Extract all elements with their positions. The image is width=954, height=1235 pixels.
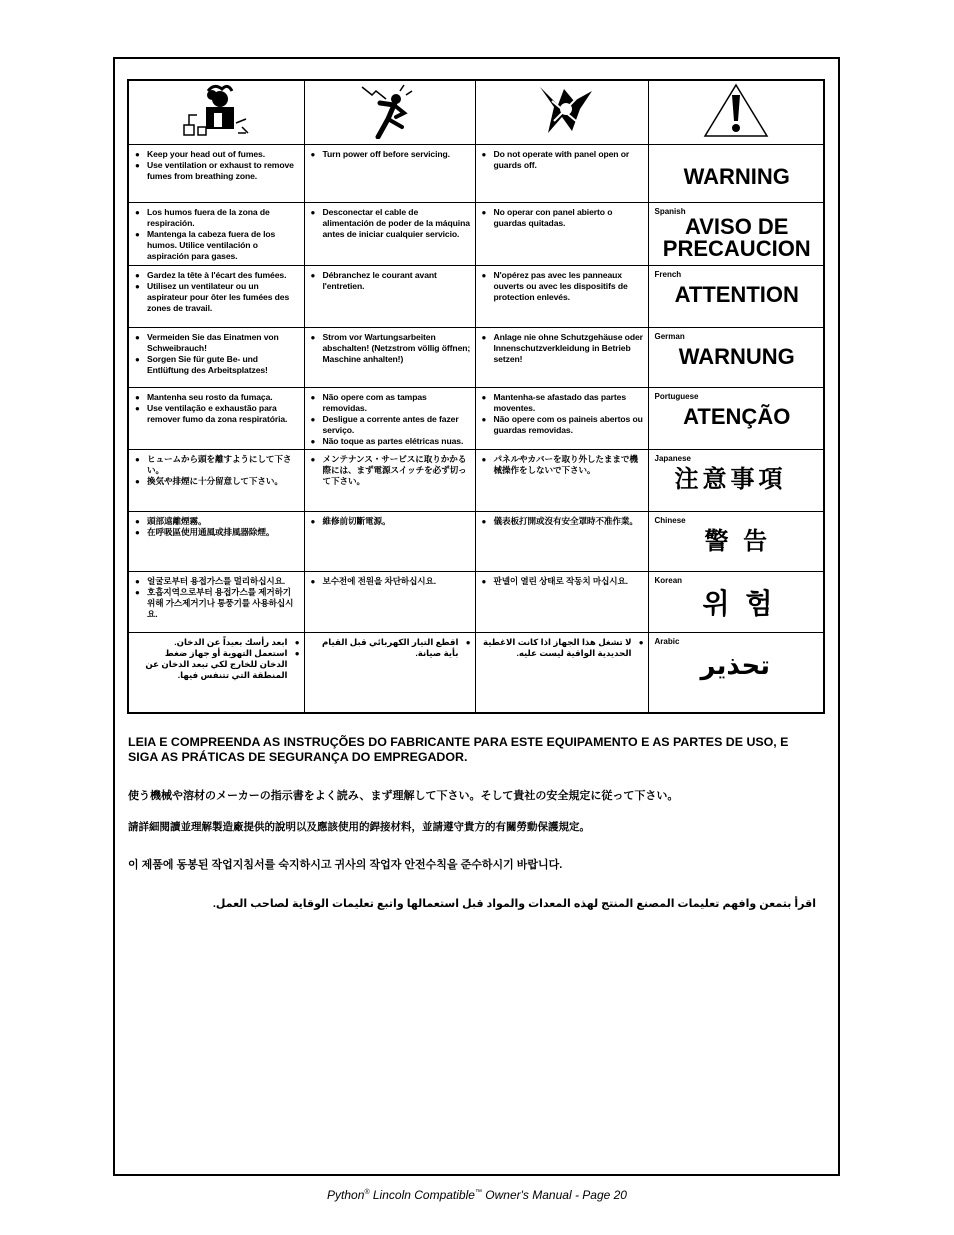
warning-word: WARNUNG — [678, 343, 795, 369]
warning-row-korean — [128, 571, 824, 632]
bullet-power: ● 보수전에 전원을 차단하십시요. — [311, 576, 471, 587]
instruction-chinese: 請詳細閱讀並理解製造廠提供的說明以及應該使用的銲接材料，並請遵守貴方的有關勞動保護規定。 — [128, 821, 590, 833]
bullet-fumes: ● Mantenga la cabeza fuera de los humos. Utilice ventilación o aspiración para gases. — [135, 229, 300, 262]
language-name: Korean — [654, 575, 683, 585]
warning-row-japanese — [128, 450, 824, 511]
footer-product: Lincoln Compatible — [369, 1188, 475, 1202]
warning-word: تحذير — [700, 650, 770, 681]
bullet-fumes: ● 호흡지역으로부터 용접가스를 제거하기 위해 가스제거기나 통풍기를 사용하십시요. — [135, 587, 300, 620]
bullet-power: ● メンテナンス・サービスに取りかかる際には、まず電源スイッチを必ず切って下さい。 — [311, 454, 471, 487]
language-name: Spanish — [654, 207, 686, 217]
warning-row-portuguese — [128, 388, 824, 450]
trademark-mark: ™ — [474, 1189, 482, 1196]
bullet-panel: ● N'opérez pas avec les panneaux ouverts ou avec les dispositifs de protection enlevés. — [482, 270, 644, 303]
bullet-fumes: ● Sorgen Sie für gute Be- und Entlüftung des Arbeitsplatzes! — [135, 354, 300, 376]
bullet-panel: ● Não opere com as tampas removidas. — [311, 392, 471, 414]
language-name: Portuguese — [654, 392, 699, 402]
registered-mark: ® — [364, 1189, 370, 1196]
language-name: Chinese — [654, 515, 686, 525]
warning-word: 注意事項 — [674, 466, 787, 494]
icon-row — [128, 80, 824, 145]
bullet-panel: ● Anlage nie ohne Schutzgehäuse oder Innenschutzverkleidung in Betrieb setzen! — [482, 332, 644, 365]
bullet-power: ● Strom vor Wartungsarbeiten abschalten! (Netzstrom völlig öffnen; Maschine anhalten!) — [311, 332, 471, 365]
page-footer — [0, 1188, 954, 1202]
warning-row-spanish — [128, 203, 824, 265]
bullet-power: ● 維修前切斷電源。 — [311, 516, 471, 527]
bullet-fumes: ● Vermeiden Sie das Einatmen von Schweibrauch! — [135, 332, 300, 354]
bullet-fumes: ● ヒュームから頭を離すようにして下さい。 — [135, 454, 300, 476]
instruction-arabic: اقرأ بتمعن وافهم تعليمات المصنع المنتج لهذه المعدات والمواد قبل استعمالها واتبع تعليمات الوقاية لصاحب العمل. — [212, 898, 816, 910]
language-name: Arabic — [654, 637, 680, 647]
bullet-fumes: ● ابعد رأسك بعيداً عن الدخان. — [135, 637, 300, 648]
bullet-electric: ● Não toque as partes elétricas nuas. — [311, 436, 471, 447]
bullet-power: ● Desconectar el cable de alimentación de poder de la máquina antes de iniciar cualquier servicio. — [311, 207, 471, 240]
language-name: French — [654, 269, 682, 279]
warning-row-french — [128, 265, 824, 327]
bullet-panel: ● No operar con panel abierto o guardas quitadas. — [482, 207, 644, 229]
instruction-japanese: 使う機械や溶材のメーカーの指示書をよく読み、まず理解して下さい。そして貴社の安全規定に従って下さい。 — [128, 790, 679, 802]
fumes-icon-cell — [128, 80, 304, 145]
bullet-power: ● Débranchez le courant avant l'entretien. — [311, 270, 471, 292]
warning-row-german — [128, 327, 824, 387]
language-name — [655, 149, 820, 158]
language-name: German — [654, 331, 685, 341]
bullet-panel: ● لا تشغل هذا الجهاز اذا كانت الاغطية الحديدية الواقية ليست عليه. — [482, 637, 644, 659]
warning-row-chinese — [128, 511, 824, 571]
bullet-moving: ● Mantenha-se afastado das partes moventes. — [482, 392, 644, 414]
bullet-fumes: ● 在呼吸區使用通風或排風器除煙。 — [135, 527, 300, 538]
bullet-panel: ● パネルやカバーを取り外したままで機械操作をしないで下さい。 — [482, 454, 644, 476]
bullet-fumes: ● Gardez la tête à l'écart des fumées. — [135, 270, 300, 281]
bullet-fumes: ● 얼굴로부터 용접가스를 멀리하십시요. — [135, 576, 300, 587]
bullet-power: ● Desligue a corrente antes de fazer serviço. — [311, 414, 471, 436]
footer-brand: Python — [327, 1188, 365, 1202]
bullet-panel: ● Não opere com os paineis abertos ou guardas removidas. — [482, 414, 644, 436]
warning-word: ATENÇÃO — [683, 404, 791, 430]
warning-word: AVISO DE PRECAUCION — [662, 214, 811, 262]
bullet-fumes: ● Mantenha seu rosto da fumaça. — [135, 392, 300, 403]
bullet-fumes: ● Use ventilation or exhaust to remove fumes from breathing zone. — [135, 160, 300, 182]
bullet-panel: ● 판넬이 열린 상태로 작동치 마십시요. — [482, 576, 644, 587]
bullet-fumes: ● Los humos fuera de la zona de respiración. — [135, 207, 300, 229]
warning-word: WARNING — [683, 164, 790, 190]
bullet-fumes: ● 頭部遠離煙霧。 — [135, 516, 300, 527]
bullet-power: ● Turn power off before servicing. — [311, 149, 471, 160]
bullet-fumes: ● Keep your head out of fumes. — [135, 149, 300, 160]
bullet-fumes: ● استعمل التهوية أو جهاز ضغط الدخان للخارج لكي تبعد الدخان عن المنطقة التي تتنفس فيها. — [135, 648, 300, 681]
bullet-fumes: ● Use ventilação e exhaustão para remover fumo da zona respiratória. — [135, 403, 300, 425]
moving-parts-icon-cell — [475, 80, 648, 145]
electric-shock-icon — [350, 81, 430, 139]
warning-word: 警 告 — [704, 527, 772, 555]
warning-word: 위 험 — [702, 587, 777, 619]
warning-triangle-icon-cell — [648, 80, 824, 145]
footer-page-label: Owner's Manual - Page 20 — [481, 1188, 627, 1202]
fumes-icon — [176, 81, 256, 139]
bullet-power: ● اقطع التيار الكهربائي قبل القيام بأية صيانة. — [311, 637, 471, 659]
language-name: Japanese — [654, 454, 691, 464]
warning-triangle-icon — [701, 81, 771, 139]
warning-row-english — [128, 145, 824, 203]
warning-row-arabic — [128, 633, 824, 713]
instruction-portuguese: LEIA E COMPREENDA AS INSTRUÇÕES DO FABRICANTE PARA ESTE EQUIPAMENTO E AS PARTES DE USO, E SIGA AS PRÁTICAS DE SEGURANÇA DO EMPREGADOR. — [128, 735, 789, 764]
bullet-panel: ● Do not operate with panel open or guards off. — [482, 149, 644, 171]
instruction-korean: 이 제품에 동봉된 작업지침서를 숙지하시고 귀사의 작업자 안전수칙을 준수하시기 바랍니다. — [128, 859, 563, 871]
warning-table — [127, 79, 825, 714]
warning-word: ATTENTION — [674, 281, 799, 307]
bullet-fumes: ● Utilisez un ventilateur ou un aspirateur pour ôter les fumées des zones de travail. — [135, 281, 300, 314]
bullet-panel: ● 儀表板打開或沒有安全罩時不准作業。 — [482, 516, 644, 527]
electric-shock-icon-cell — [304, 80, 475, 145]
bullet-fumes: ● 換気や排煙に十分留意して下さい。 — [135, 476, 300, 487]
moving-parts-icon — [522, 81, 602, 139]
